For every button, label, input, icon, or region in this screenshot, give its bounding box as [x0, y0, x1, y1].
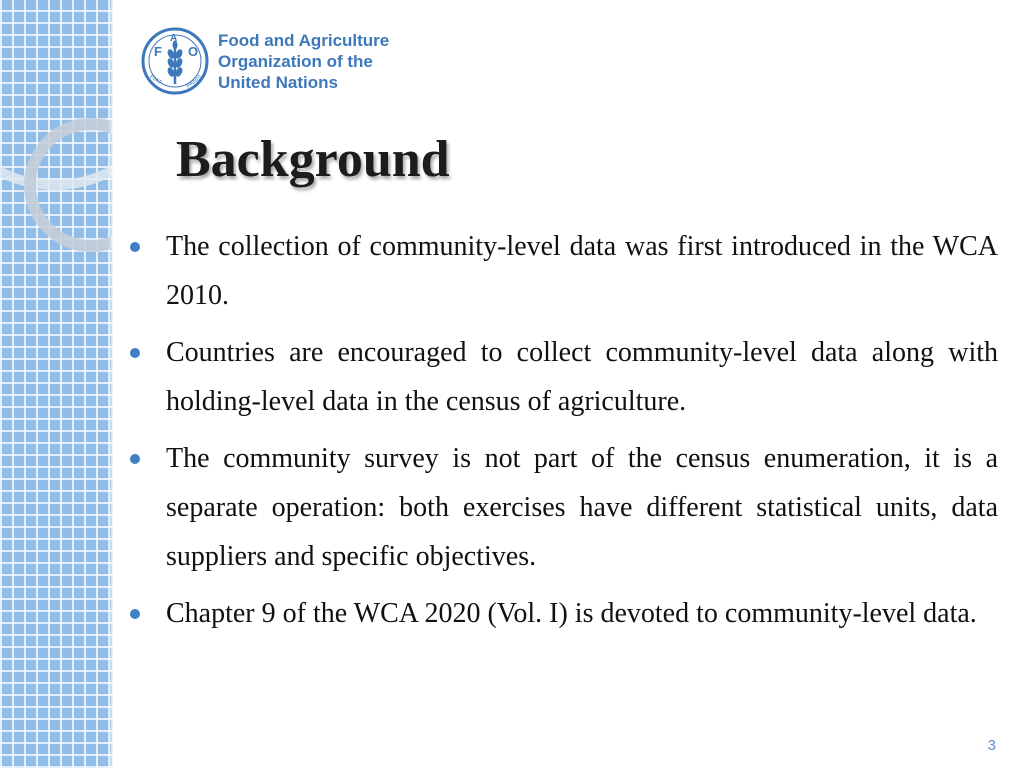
bullet-item	[166, 328, 998, 426]
bullet-text: The collection of community-level data was first introduced in the WCA 2010.	[166, 231, 998, 311]
bullet-text: Chapter 9 of the WCA 2020 (Vol. I) is devoted to community-level data.	[166, 598, 977, 629]
logo-line-1: Food and Agriculture	[218, 30, 390, 50]
bullet-list	[166, 222, 998, 646]
svg-text:A: A	[170, 33, 178, 44]
bullet-text: Countries are encouraged to collect community-level data along with holding-level data in the census of agriculture.	[166, 337, 998, 417]
bullet-dot-icon	[130, 609, 140, 619]
svg-text:FIAT: FIAT	[148, 74, 163, 87]
fao-logo	[140, 26, 389, 96]
bullet-item	[166, 589, 998, 638]
slide-title: Background	[176, 131, 450, 188]
bullet-dot-icon	[130, 242, 140, 252]
logo-line-2: Organization of the	[218, 51, 373, 71]
decorative-side-strip	[0, 0, 113, 768]
bullet-dot-icon	[130, 348, 140, 358]
bullet-dot-icon	[130, 454, 140, 464]
svg-text:F: F	[154, 44, 162, 59]
bullet-item	[166, 434, 998, 581]
bullet-text: The community survey is not part of the census enumeration, it is a separate operation: both exercises have different statistical units, data suppliers and specific objectives.	[166, 443, 998, 572]
bullet-item	[166, 222, 998, 320]
fao-emblem-icon	[140, 26, 210, 96]
svg-text:O: O	[188, 44, 199, 59]
page-number: 3	[987, 737, 996, 754]
fao-logo-text	[218, 30, 389, 93]
logo-line-3: United Nations	[218, 72, 338, 92]
svg-text:PANIS: PANIS	[185, 74, 204, 90]
